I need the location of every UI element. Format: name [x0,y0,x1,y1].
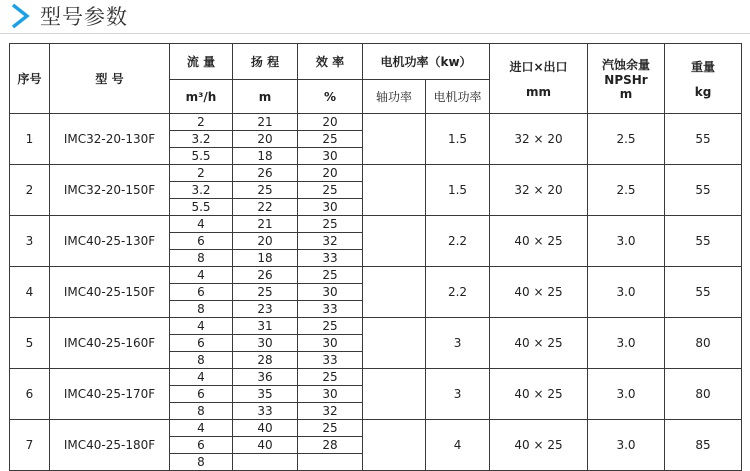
header-divider [0,33,750,34]
head-cell: 18 [233,250,298,267]
eff-cell: 30 [298,148,363,165]
col-motor-power-header: 电机功率 [426,80,490,114]
weight-cell: 85 [665,420,742,471]
head-cell: 22 [233,199,298,216]
section-header [0,0,750,36]
table-row [10,216,742,233]
col-weight-label: 重量 [691,60,716,74]
col-ports-label: 进口×出口 [509,60,568,74]
flow-cell: 6 [170,386,233,403]
head-cell: 21 [233,216,298,233]
flow-cell: 8 [170,250,233,267]
flow-cell: 8 [170,352,233,369]
npsh-cell: 3.0 [588,267,665,318]
table-row [10,318,742,335]
col-npsh-label: 汽蚀余量 [602,58,651,72]
eff-cell: 25 [298,216,363,233]
row-model: IMC40-25-130F [50,216,170,267]
header-row-1 [10,44,742,80]
row-index: 6 [10,369,50,420]
col-model-header: 型 号 [50,44,170,114]
head-cell: 25 [233,182,298,199]
eff-cell: 33 [298,301,363,318]
shaft-power-cell [363,216,426,267]
row-model: IMC40-25-180F [50,420,170,471]
col-shaft-power-header: 轴功率 [363,80,426,114]
row-index: 2 [10,165,50,216]
table-row [10,369,742,386]
head-cell: 31 [233,318,298,335]
eff-cell: 32 [298,403,363,420]
flow-cell: 5.5 [170,199,233,216]
head-cell: 26 [233,267,298,284]
weight-cell: 55 [665,216,742,267]
row-model: IMC40-25-160F [50,318,170,369]
motor-power-cell: 4 [426,420,490,471]
shaft-power-cell [363,267,426,318]
eff-cell: 30 [298,199,363,216]
flow-cell: 2 [170,165,233,182]
row-model: IMC32-20-150F [50,165,170,216]
col-ports-unit: mm [526,85,552,99]
col-eff-unit: % [298,80,363,114]
col-head-unit: m [233,80,298,114]
row-index: 1 [10,114,50,165]
col-motor-header: 电机功率（kw） [363,44,490,80]
col-ports-header [490,44,588,114]
eff-cell: 33 [298,352,363,369]
head-cell: 30 [233,335,298,352]
ports-cell: 32 × 20 [490,165,588,216]
shaft-power-cell [363,369,426,420]
head-cell: 28 [233,352,298,369]
eff-cell [298,454,363,471]
ports-cell: 40 × 25 [490,420,588,471]
table-row [10,267,742,284]
npsh-cell: 3.0 [588,420,665,471]
table-row [10,114,742,131]
head-cell: 21 [233,114,298,131]
flow-cell: 3.2 [170,131,233,148]
npsh-cell: 3.0 [588,369,665,420]
flow-cell: 4 [170,369,233,386]
motor-power-cell: 3 [426,318,490,369]
npsh-cell: 3.0 [588,216,665,267]
head-cell: 18 [233,148,298,165]
flow-cell: 6 [170,335,233,352]
shaft-power-cell [363,114,426,165]
shaft-power-cell [363,420,426,471]
eff-cell: 30 [298,386,363,403]
col-flow-unit: m³/h [170,80,233,114]
flow-cell: 8 [170,403,233,420]
head-cell: 26 [233,165,298,182]
eff-cell: 33 [298,250,363,267]
col-flow-header: 流 量 [170,44,233,80]
flow-cell: 4 [170,267,233,284]
motor-power-cell: 1.5 [426,114,490,165]
eff-cell: 30 [298,335,363,352]
head-cell: 20 [233,233,298,250]
npsh-cell: 3.0 [588,318,665,369]
eff-cell: 25 [298,182,363,199]
head-cell: 25 [233,284,298,301]
row-model: IMC40-25-170F [50,369,170,420]
head-cell: 40 [233,420,298,437]
flow-cell: 2 [170,114,233,131]
ports-cell: 40 × 25 [490,216,588,267]
head-cell: 35 [233,386,298,403]
flow-cell: 3.2 [170,182,233,199]
chevron-right-icon [4,2,36,30]
ports-cell: 40 × 25 [490,369,588,420]
motor-power-cell: 3 [426,369,490,420]
spec-table-body [10,114,742,471]
col-weight-header [665,44,742,114]
col-npsh-header [588,44,665,114]
shaft-power-cell [363,165,426,216]
col-weight-unit: kg [694,85,712,99]
weight-cell: 80 [665,318,742,369]
col-head-header: 扬 程 [233,44,298,80]
row-index: 4 [10,267,50,318]
col-npsh-unit: m [619,87,633,101]
flow-cell: 8 [170,454,233,471]
head-cell: 23 [233,301,298,318]
eff-cell: 25 [298,318,363,335]
head-cell [233,454,298,471]
weight-cell: 80 [665,369,742,420]
flow-cell: 6 [170,284,233,301]
weight-cell: 55 [665,267,742,318]
flow-cell: 4 [170,318,233,335]
row-index: 7 [10,420,50,471]
eff-cell: 28 [298,437,363,454]
shaft-power-cell [363,318,426,369]
table-row [10,165,742,182]
flow-cell: 5.5 [170,148,233,165]
flow-cell: 4 [170,216,233,233]
flow-cell: 6 [170,437,233,454]
table-row [10,420,742,437]
flow-cell: 4 [170,420,233,437]
ports-cell: 40 × 25 [490,318,588,369]
npsh-cell: 2.5 [588,114,665,165]
head-cell: 40 [233,437,298,454]
page-title: 型号参数 [40,5,128,29]
eff-cell: 20 [298,165,363,182]
row-index: 3 [10,216,50,267]
row-model: IMC40-25-150F [50,267,170,318]
head-cell: 33 [233,403,298,420]
eff-cell: 25 [298,420,363,437]
eff-cell: 25 [298,131,363,148]
head-cell: 20 [233,131,298,148]
weight-cell: 55 [665,165,742,216]
eff-cell: 20 [298,114,363,131]
ports-cell: 40 × 25 [490,267,588,318]
flow-cell: 8 [170,301,233,318]
weight-cell: 55 [665,114,742,165]
npsh-cell: 2.5 [588,165,665,216]
flow-cell: 6 [170,233,233,250]
col-npsh-sub: NPSHr [604,73,648,87]
row-model: IMC32-20-130F [50,114,170,165]
eff-cell: 25 [298,369,363,386]
col-index-header: 序号 [10,44,50,114]
eff-cell: 32 [298,233,363,250]
col-eff-header: 效 率 [298,44,363,80]
eff-cell: 25 [298,267,363,284]
ports-cell: 32 × 20 [490,114,588,165]
eff-cell: 30 [298,284,363,301]
motor-power-cell: 2.2 [426,267,490,318]
motor-power-cell: 2.2 [426,216,490,267]
row-index: 5 [10,318,50,369]
head-cell: 36 [233,369,298,386]
spec-table [9,43,742,471]
motor-power-cell: 1.5 [426,165,490,216]
